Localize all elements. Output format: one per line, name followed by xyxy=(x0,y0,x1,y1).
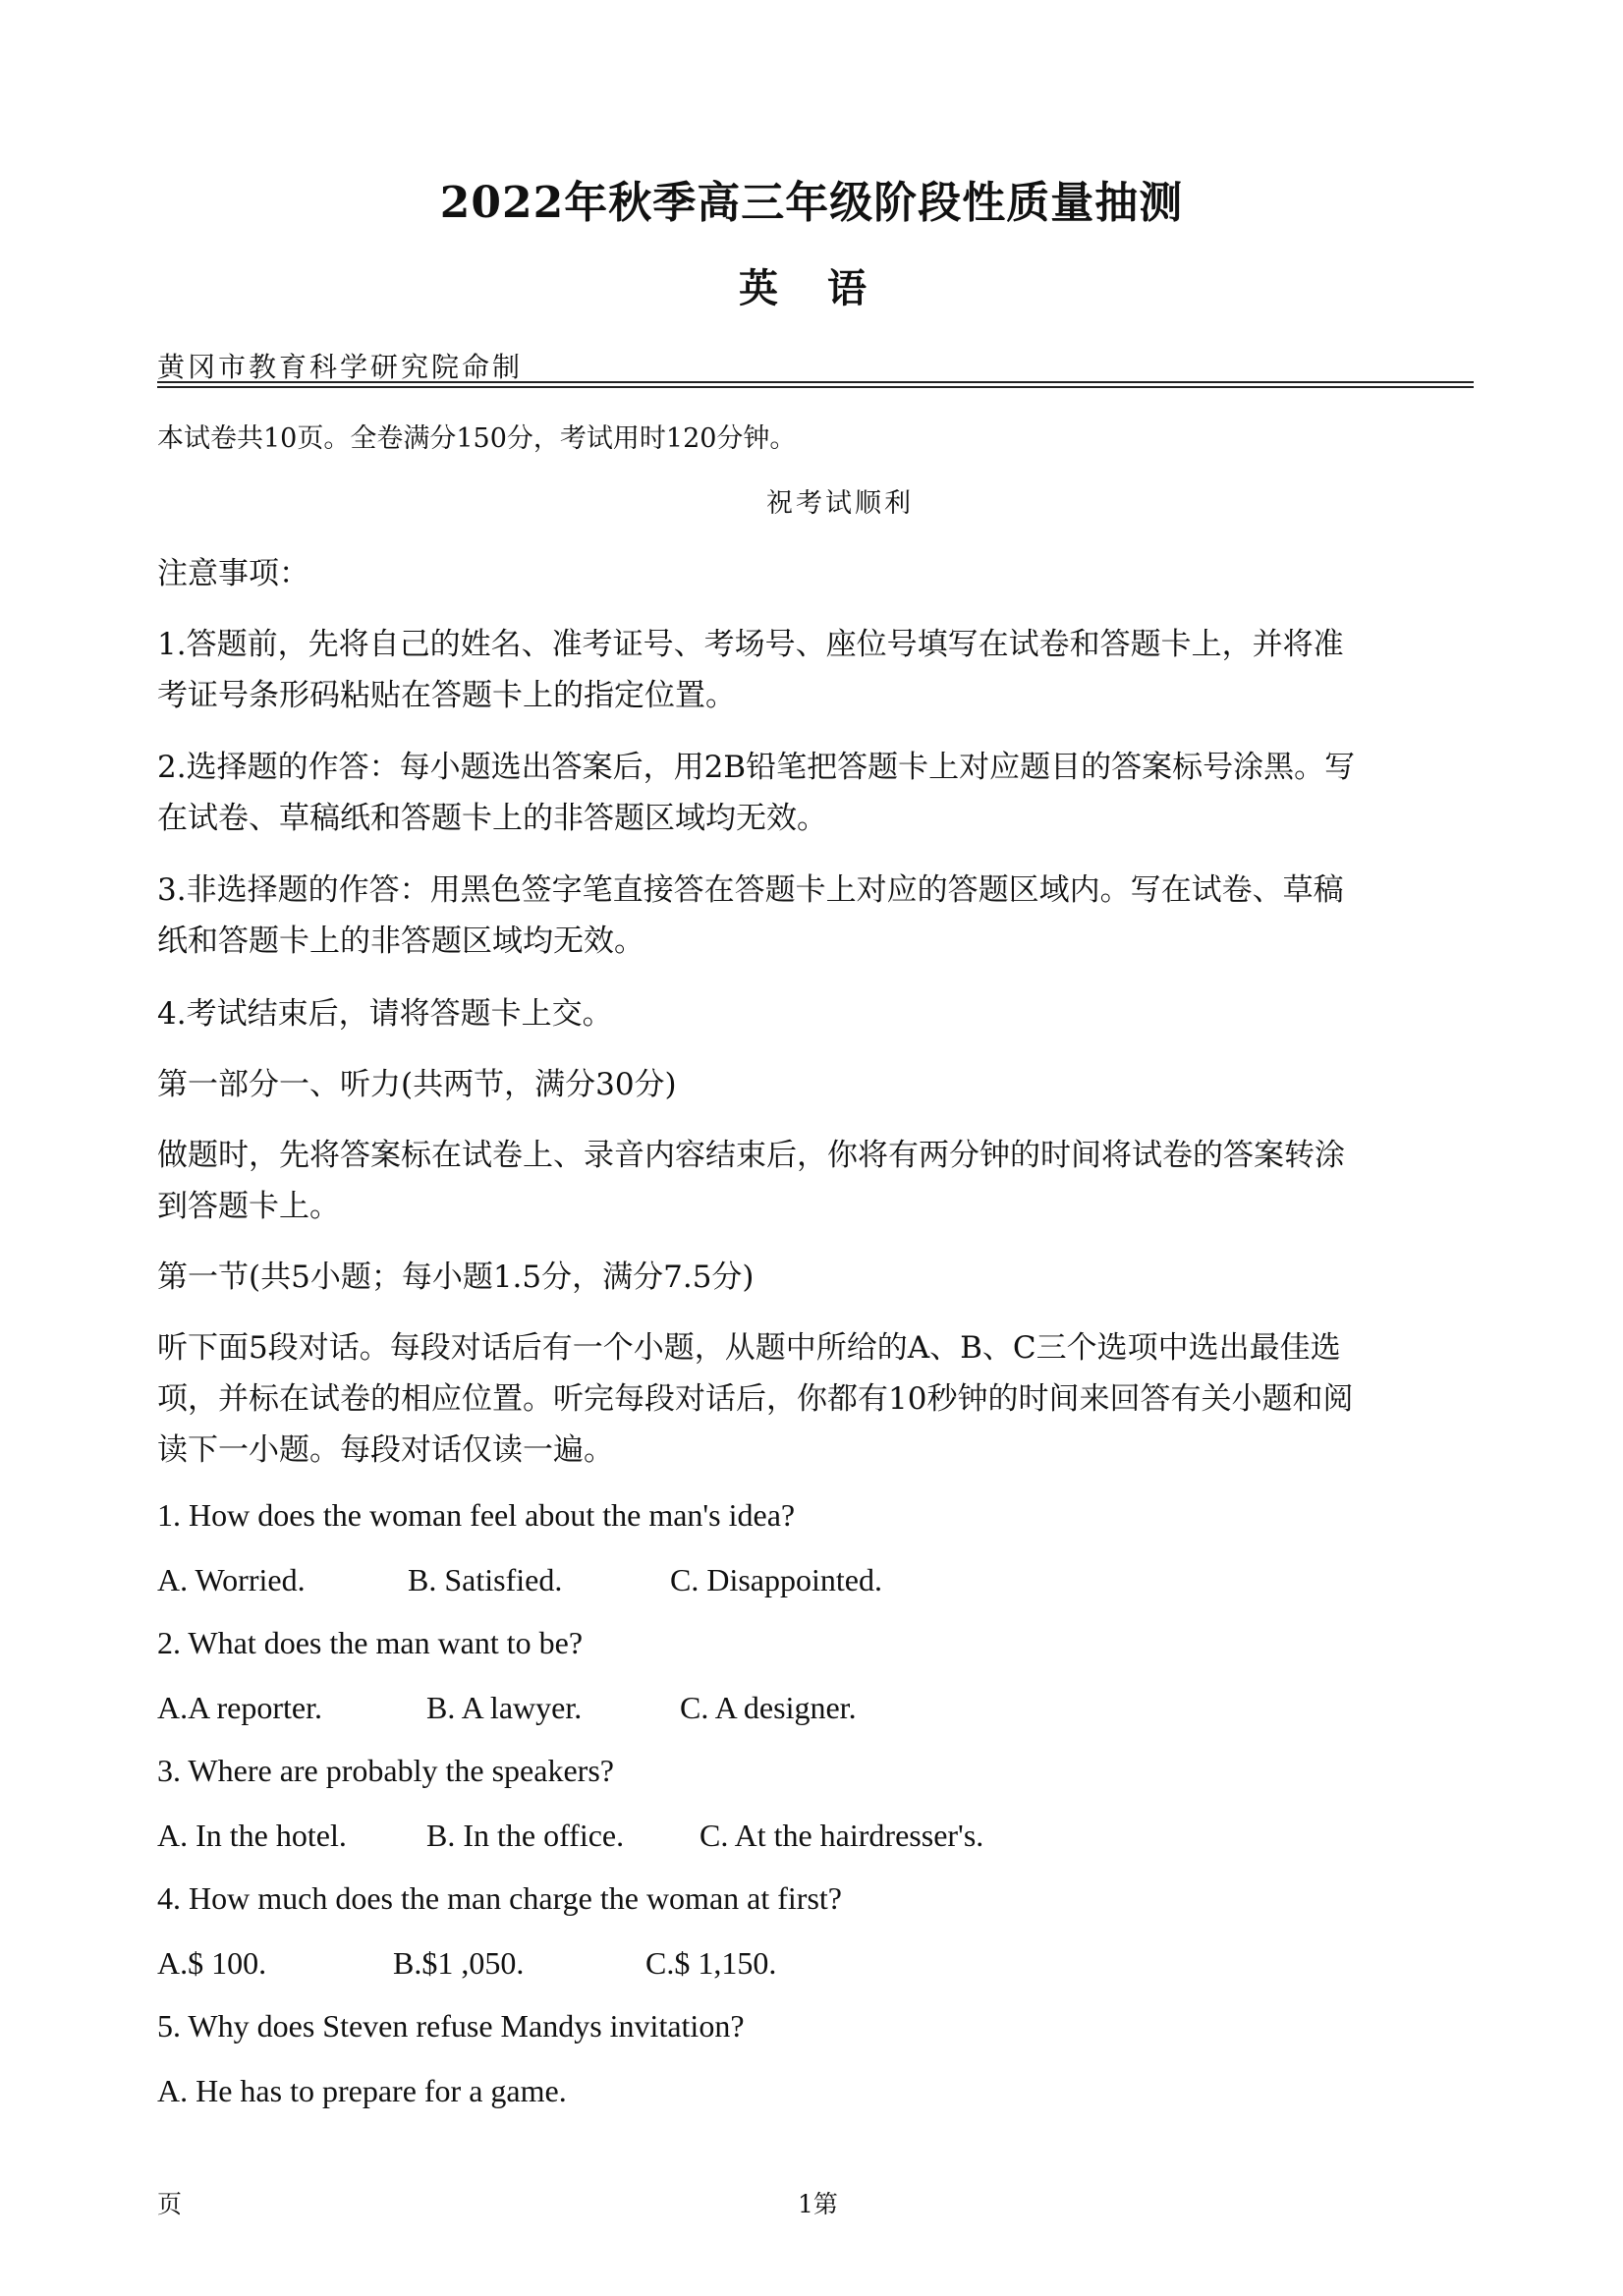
notes-heading: 注意事项： xyxy=(157,556,309,591)
question-3: 3. Where are probably the speakers? xyxy=(157,1753,614,1788)
question-1: 1. How does the woman feel about the man's idea? xyxy=(157,1497,796,1533)
question-4-option-a: A.$ 100. xyxy=(157,1945,267,1981)
question-4-option-b: B.$1 ,050. xyxy=(393,1945,525,1981)
question-3-option-b: B. In the office. xyxy=(426,1818,625,1853)
good-luck-line: 祝考试顺利 xyxy=(766,488,914,519)
question-4: 4. How much does the man charge the woman at first? xyxy=(157,1880,842,1916)
question-1-option-c: C. Disappointed. xyxy=(670,1562,882,1597)
question-5: 5. Why does Steven refuse Mandys invitation? xyxy=(157,2008,745,2044)
section1-instruction-line-2: 项，并标在试卷的相应位置。听完每段对话后，你都有10秒钟的时间来回答有关小题和阅 xyxy=(157,1381,1354,1417)
part1-instruction-line-2: 到答题卡上。 xyxy=(157,1189,340,1224)
note-1-line-2: 考证号条形码粘贴在答题卡上的指定位置。 xyxy=(157,678,736,713)
question-4-option-c: C.$ 1,150. xyxy=(645,1945,777,1981)
section1-instruction-line-1: 听下面5段对话。每段对话后有一个小题，从题中所给的A、B、C三个选项中选出最佳选 xyxy=(157,1330,1341,1366)
footer-page-number: 1第 xyxy=(798,2190,838,2218)
footer-page-label: 页 xyxy=(157,2190,183,2218)
subject-title: 英 语 xyxy=(739,265,884,311)
section1-instruction-line-3: 读下一小题。每段对话仅读一遍。 xyxy=(157,1432,614,1468)
exam-title: 2022年秋季高三年级阶段性质量抽测 xyxy=(439,178,1184,228)
question-2: 2. What does the man want to be? xyxy=(157,1625,584,1660)
note-3-line-2: 纸和答题卡上的非答题区域均无效。 xyxy=(157,924,644,959)
note-2-line-2: 在试卷、草稿纸和答题卡上的非答题区域均无效。 xyxy=(157,801,827,836)
question-2-option-b: B. A lawyer. xyxy=(426,1690,583,1725)
question-1-option-a: A. Worried. xyxy=(157,1562,306,1597)
question-1-option-b: B. Satisfied. xyxy=(408,1562,563,1597)
part1-heading: 第一部分一、听力(共两节，满分30分) xyxy=(157,1067,677,1102)
exam-info: 本试卷共10页。全卷满分150分，考试用时120分钟。 xyxy=(157,423,797,454)
question-3-option-a: A. In the hotel. xyxy=(157,1818,347,1853)
question-2-option-a: A.A reporter. xyxy=(157,1690,322,1725)
note-3-line-1: 3.非选择题的作答：用黑色签字笔直接答在答题卡上对应的答题区域内。写在试卷、草稿 xyxy=(157,872,1344,908)
part1-instruction-line-1: 做题时，先将答案标在试卷上、录音内容结束后，你将有两分钟的时间将试卷的答案转涂 xyxy=(157,1138,1345,1173)
header-rule-top xyxy=(157,381,1474,383)
note-1-line-1: 1.答题前，先将自己的姓名、准考证号、考场号、座位号填写在试卷和答题卡上，并将准 xyxy=(157,627,1344,662)
publisher-line: 黄冈市教育科学研究院命制 xyxy=(157,351,524,383)
header-rule-bottom xyxy=(157,386,1474,388)
note-4: 4.考试结束后，请将答题卡上交。 xyxy=(157,996,613,1032)
question-2-option-c: C. A designer. xyxy=(680,1690,857,1725)
question-3-option-c: C. At the hairdresser's. xyxy=(700,1818,984,1853)
question-5-option-a: A. He has to prepare for a game. xyxy=(157,2073,567,2108)
section1-heading: 第一节(共5小题；每小题1.5分，满分7.5分) xyxy=(157,1260,755,1295)
note-2-line-1: 2.选择题的作答：每小题选出答案后，用2B铅笔把答题卡上对应题目的答案标号涂黑。写 xyxy=(157,750,1356,785)
